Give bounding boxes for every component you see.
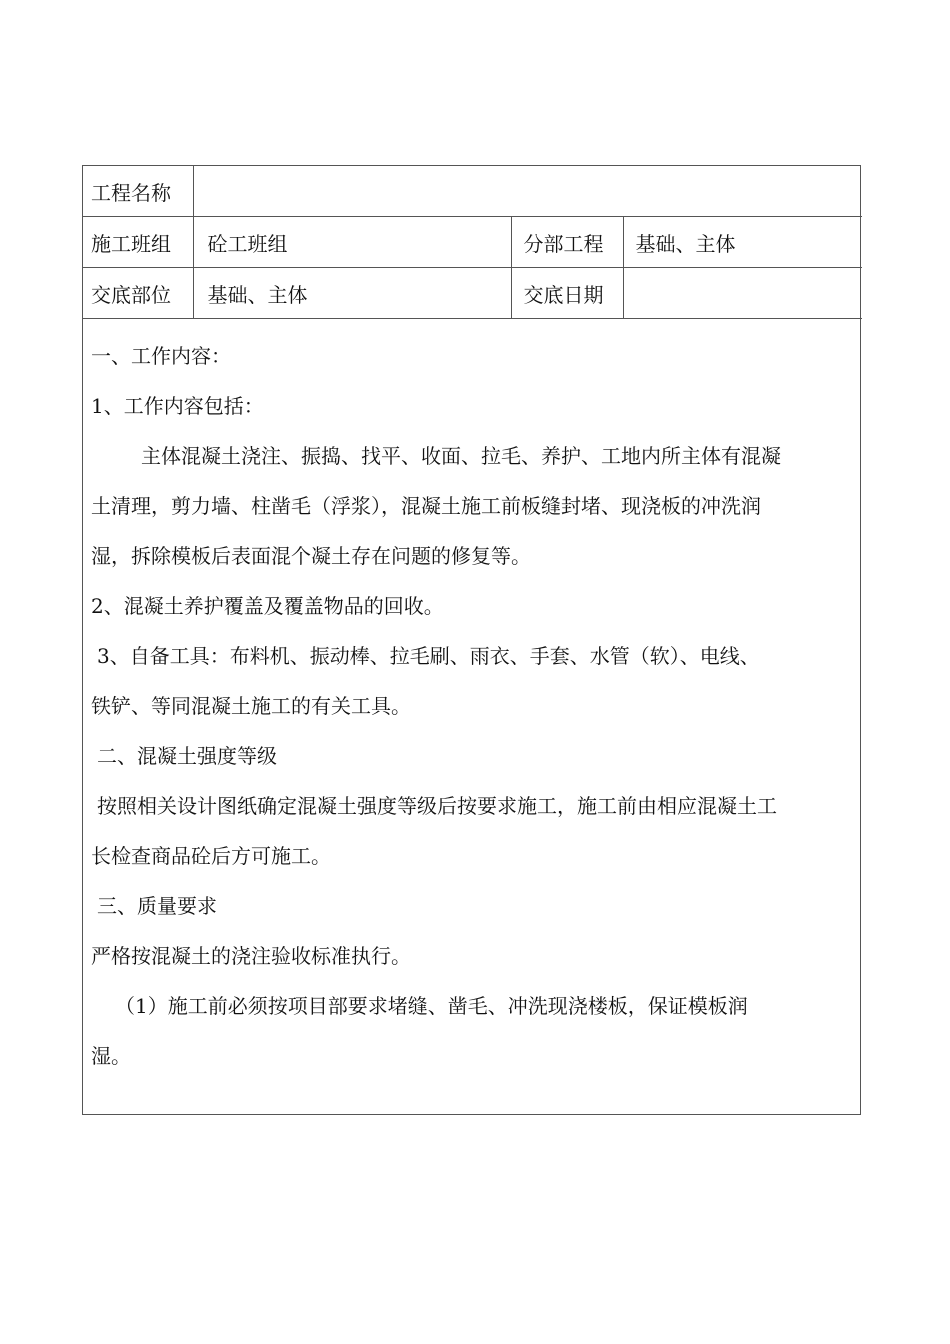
section-1-item-3-line-1: 3、自备工具：布料机、振动棒、拉毛刷、雨衣、手套、水管（软）、电线、 bbox=[97, 644, 760, 668]
project-name-value bbox=[193, 166, 862, 217]
row-project-name bbox=[83, 166, 862, 217]
row-team bbox=[83, 217, 862, 268]
date-label: 交底日期 bbox=[511, 268, 623, 319]
section-2-paragraph-line-1: 按照相关设计图纸确定混凝土强度等级后按要求施工，施工前由相应混凝土工 bbox=[97, 794, 777, 818]
disclosure-form bbox=[82, 165, 861, 1115]
team-label: 施工班组 bbox=[83, 217, 193, 268]
disclosure-content bbox=[83, 319, 860, 1081]
section-1-item-2: 2、混凝土养护覆盖及覆盖物品的回收。 bbox=[91, 594, 444, 618]
row-location bbox=[83, 268, 862, 319]
project-name-label: 工程名称 bbox=[83, 166, 193, 217]
section-2-paragraph-line-2: 长检查商品砼后方可施工。 bbox=[91, 844, 331, 868]
section-2-title: 二、混凝土强度等级 bbox=[97, 744, 277, 768]
section-3-item-1-line-1: （1）施工前必须按项目部要求堵缝、凿毛、冲洗现浇楼板，保证模板润 bbox=[115, 994, 748, 1018]
team-value: 砼工班组 bbox=[193, 217, 511, 268]
section-1-paragraph-line-2: 土清理，剪力墙、柱凿毛（浮浆），混凝土施工前板缝封堵、现浇板的冲洗润 bbox=[91, 494, 761, 518]
location-label: 交底部位 bbox=[83, 268, 193, 319]
sub-project-label: 分部工程 bbox=[511, 217, 623, 268]
section-3-paragraph: 严格按混凝土的浇注验收标准执行。 bbox=[91, 944, 411, 968]
section-1-item-1: 1、工作内容包括： bbox=[91, 394, 264, 418]
section-1-item-3-line-2: 铁铲、等同混凝土施工的有关工具。 bbox=[91, 694, 411, 718]
section-1-paragraph-line-3: 湿，拆除模板后表面混个凝土存在问题的修复等。 bbox=[91, 544, 531, 568]
sub-project-value: 基础、主体 bbox=[623, 217, 862, 268]
section-3-item-1-line-2: 湿。 bbox=[91, 1044, 131, 1068]
section-1-title: 一、工作内容： bbox=[91, 344, 231, 368]
section-3-title: 三、质量要求 bbox=[97, 894, 217, 918]
location-value: 基础、主体 bbox=[193, 268, 511, 319]
section-1-paragraph-line-1: 主体混凝土浇注、振捣、找平、收面、拉毛、养护、工地内所主体有混凝 bbox=[141, 444, 781, 468]
form-header-table bbox=[83, 166, 862, 319]
date-value bbox=[623, 268, 862, 319]
